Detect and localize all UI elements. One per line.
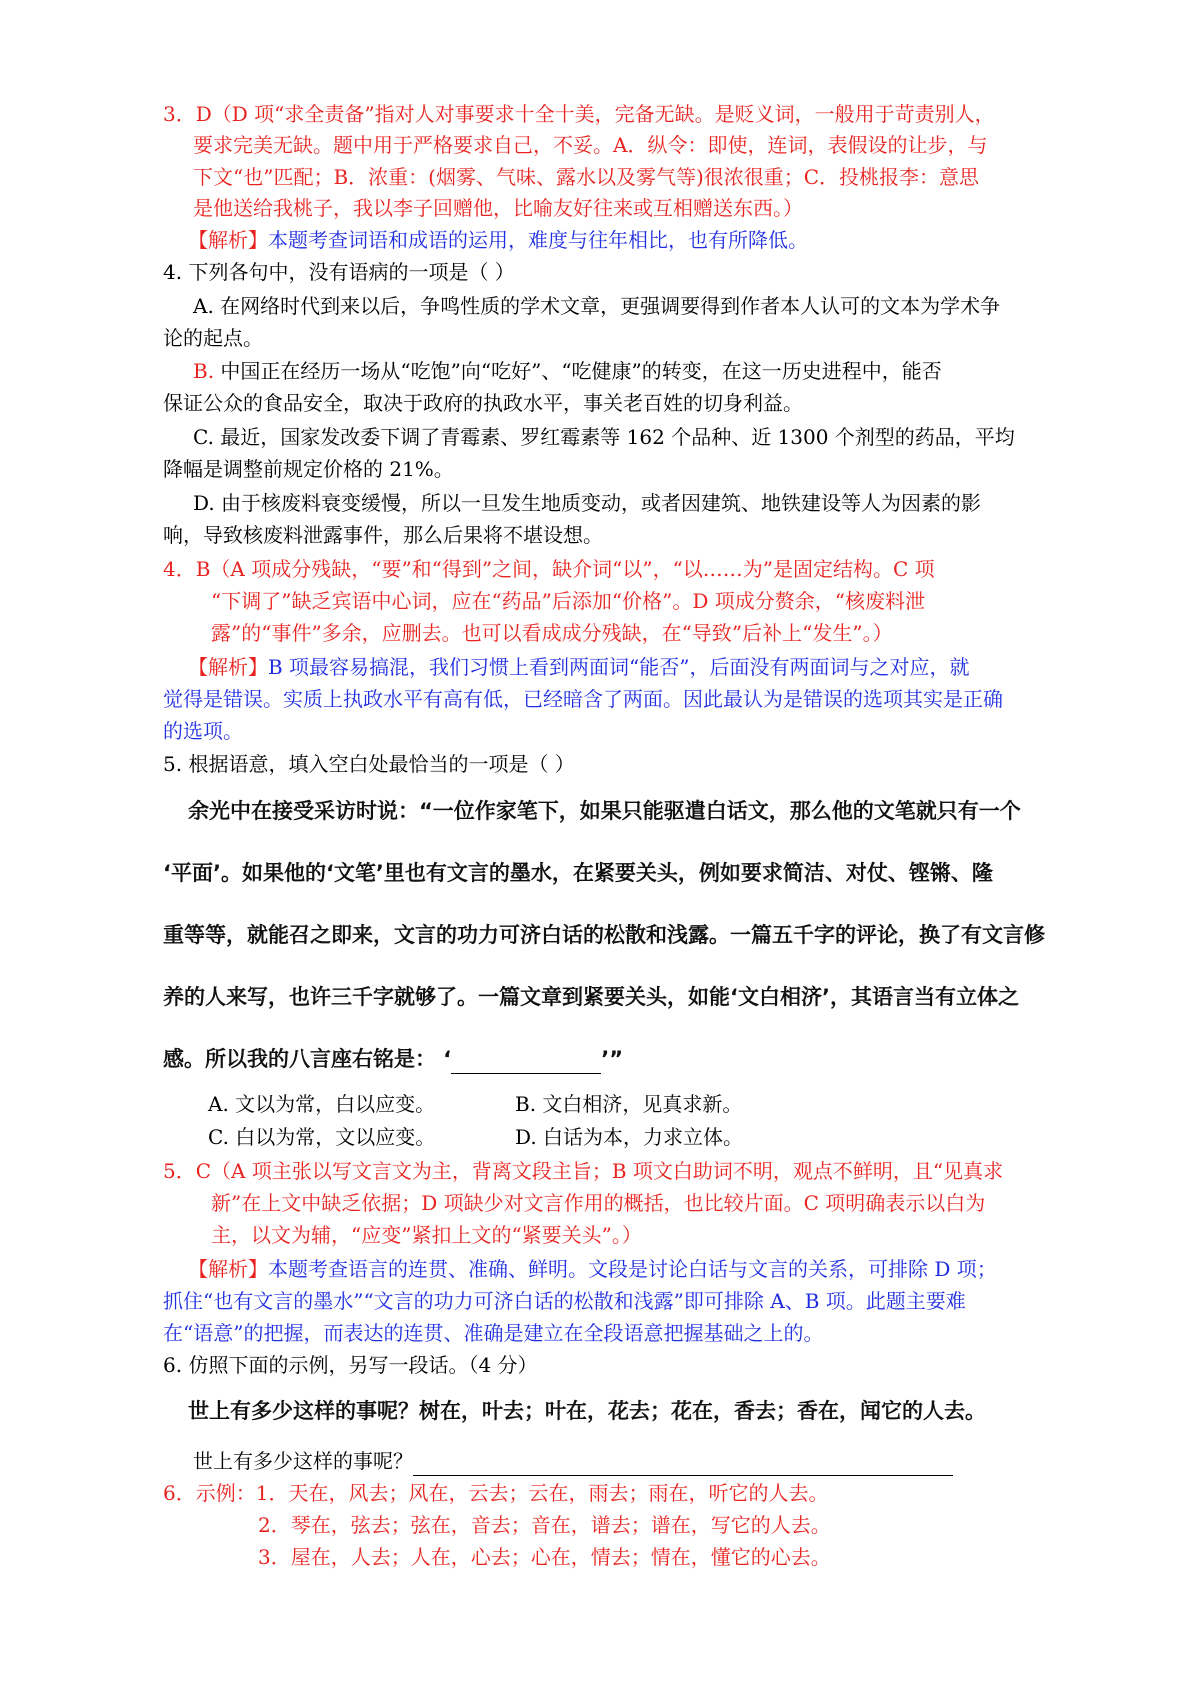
q5-analysis-text: 本题考查语言的连贯、准确、鲜明。文段是讨论白话与文言的关系，可排除 D 项； [268, 1257, 997, 1281]
q6-answer-line: 6．示例：1．天在，风去；风在，云去；云在，雨去；雨在，听它的人去。 [163, 1481, 829, 1505]
q5-passage-line: 重等等，就能召之即来，文言的功力可济白话的松散和浅露。一篇五千字的评论，换了有文言修 [163, 923, 1045, 947]
q5-passage-line: 余光中在接受采访时说：“一位作家笔下，如果只能驱遣白话文，那么他的文笔就只有一个 [188, 799, 1021, 823]
q4-answer-line: 4．B（A 项成分残缺，“要”和“得到”之间，缺介词“以”，“以……为”是固定结构。C 项 [163, 557, 935, 581]
q3-analysis [188, 225, 808, 255]
q5-passage-line: 养的人来写，也许三千字就够了。一篇文章到紧要关头，如能‘文白相济’，其语言当有立体之 [163, 985, 1019, 1009]
q4-analysis [188, 652, 970, 682]
q4-option-b-cont: 保证公众的食品安全，取决于政府的执政水平，事关老百姓的切身利益。 [163, 391, 803, 415]
q5-answer-line: 新”在上文中缺乏依据；D 项缺少对文言作用的概括，也比较片面。C 项明确表示以白为 [211, 1191, 986, 1215]
q5-option-b: B. 文白相济，见真求新。 [515, 1092, 743, 1116]
q5-analysis [188, 1254, 997, 1284]
analysis-tag: 【解析】 [188, 228, 268, 252]
q5-analysis-cont: 抓住“也有文言的墨水”“文言的功力可济白话的松散和浅露”即可排除 A、B 项。此题主要难 [163, 1289, 966, 1313]
q4-option-a-cont: 论的起点。 [163, 326, 263, 350]
q4-option-a: A. 在网络时代到来以后，争鸣性质的学术文章，更强调要得到作者本人认可的文本为学术争 [193, 294, 1001, 318]
q5-passage-end: ’” [601, 1047, 624, 1071]
q5-answer-line: 5．C（A 项主张以写文言文为主，背离文段主旨；B 项文白助词不明，观点不鲜明，且“见真求 [163, 1159, 1004, 1183]
q4-option-b-label: B. [193, 359, 215, 383]
q4-answer-line: 露”的“事件”多余，应删去。也可以看成成分残缺，在“导致”后补上“发生”。） [211, 621, 893, 645]
q3-analysis-text: 本题考查词语和成语的运用，难度与往年相比，也有所降低。 [268, 228, 808, 252]
q5-option-c: C. 白以为常，文以应变。 [208, 1125, 436, 1149]
q4-analysis-cont: 的选项。 [163, 719, 243, 743]
q3-answer-line: 下文“也”匹配；B．浓重：(烟雾、气味、露水以及雾气等)很浓很重；C．投桃报李：意思 [193, 165, 980, 189]
q4-analysis-cont: 觉得是错误。实质上执政水平有高有低，已经暗含了两面。因此最认为是错误的选项其实是正确 [163, 687, 1003, 711]
q6-prompt-line [193, 1446, 953, 1476]
q5-answer-line: 主，以文为辅，“应变”紧扣上文的“紧要关头”。） [211, 1223, 642, 1247]
q5-analysis-cont: 在“语意”的把握，而表达的连贯、准确是建立在全段语意把握基础之上的。 [163, 1321, 824, 1345]
analysis-tag: 【解析】 [188, 1257, 268, 1281]
q4-option-b-text: 中国正在经历一场从“吃饱”向“吃好”、“吃健康”的转变，在这一历史进程中，能否 [214, 359, 942, 383]
q4-option-c: C. 最近，国家发改委下调了青霉素、罗红霉素等 162 个品种、近 1300 个剂型的药品，平均 [193, 425, 1015, 449]
q4-option-b [193, 356, 942, 386]
q5-answer-blank [451, 1053, 601, 1074]
q4-analysis-text: B 项最容易搞混，我们习惯上看到两面词“能否”，后面没有两面词与之对应，就 [268, 655, 970, 679]
q6-prompt: 世上有多少这样的事呢？ [193, 1449, 413, 1473]
q4-option-d: D. 由于核废料衰变缓慢，所以一旦发生地质变动，或者因建筑、地铁建设等人为因素的影 [193, 491, 982, 515]
q5-passage-line: 感。所以我的八言座右铭是： ‘ [163, 1047, 452, 1071]
q4-stem: 4. 下列各句中，没有语病的一项是（ ） [163, 260, 515, 284]
q3-answer-line: 要求完美无缺。题中用于严格要求自己，不妥。A．纵令：即使，连词，表假设的让步，与 [193, 133, 988, 157]
q5-option-d: D. 白话为本，力求立体。 [515, 1125, 744, 1149]
q5-stem: 5. 根据语意，填入空白处最恰当的一项是（ ） [163, 752, 575, 776]
q3-answer-line: 3．D（D 项“求全责备”指对人对事要求十全十美，完备无缺。是贬义词，一般用于苛责别人， [163, 102, 995, 126]
q6-answer-blank [413, 1455, 953, 1476]
q3-answer-line: 是他送给我桃子，我以李子回赠他，比喻友好往来或互相赠送东西。） [193, 196, 803, 220]
analysis-tag: 【解析】 [188, 655, 268, 679]
q4-option-c-cont: 降幅是调整前规定价格的 21%。 [163, 457, 454, 481]
q5-option-a: A. 文以为常，白以应变。 [208, 1092, 436, 1116]
q5-passage-last [163, 1044, 623, 1074]
q4-answer-line: “下调了”缺乏宾语中心词，应在“药品”后添加“价格”。D 项成分赘余，“核废料泄 [211, 589, 925, 613]
q6-answer-line: 2．琴在，弦去；弦在，音去；音在，谱去；谱在，写它的人去。 [258, 1513, 831, 1537]
q6-example: 世上有多少这样的事呢？树在，叶去；叶在，花去；花在，香去；香在，闻它的人去。 [188, 1399, 986, 1423]
q6-answer-line: 3．屋在，人去；人在，心去；心在，情去；情在，懂它的心去。 [258, 1545, 831, 1569]
q5-passage-line: ‘平面’。如果他的‘文笔’里也有文言的墨水，在紧要关头，例如要求简洁、对仗、铿锵、隆 [163, 861, 993, 885]
q4-option-d-cont: 响，导致核废料泄露事件，那么后果将不堪设想。 [163, 523, 603, 547]
q6-stem: 6. 仿照下面的示例，另写一段话。（4 分） [163, 1353, 538, 1377]
